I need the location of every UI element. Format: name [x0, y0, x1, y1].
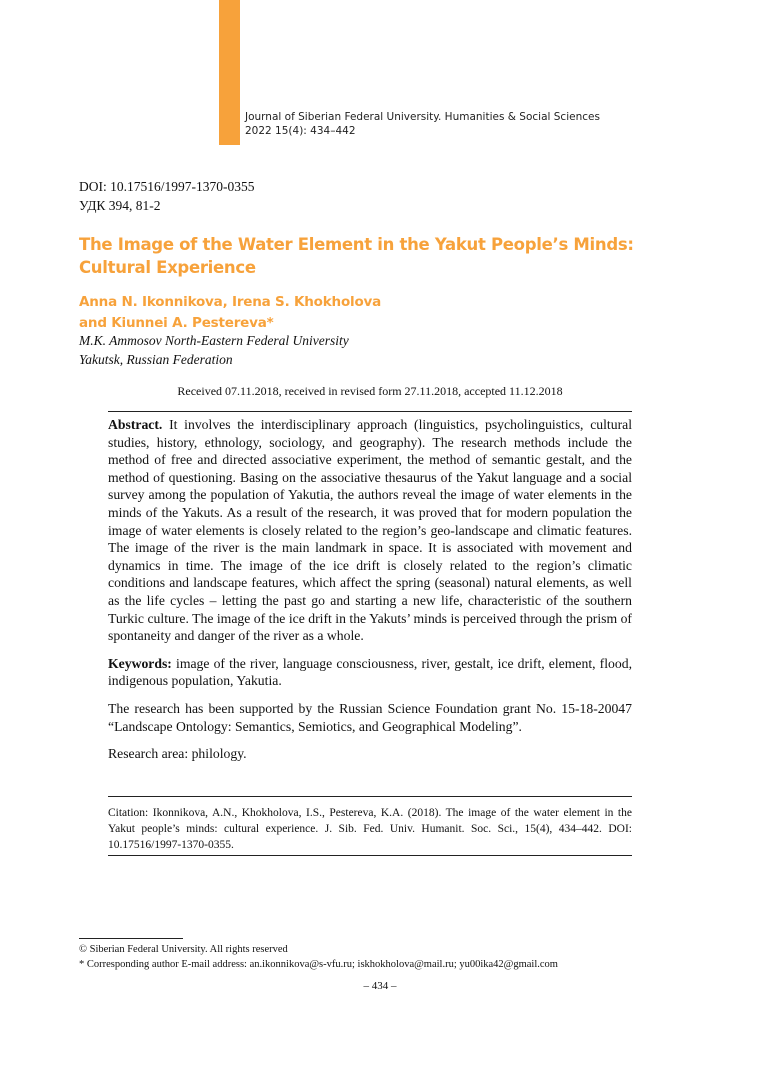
- doi-line: DOI: 10.17516/1997-1370-0355: [79, 179, 255, 194]
- author-list: [79, 292, 381, 334]
- journal-issue: 2022 15(4): 434–442: [245, 125, 356, 137]
- received-dates: Received 07.11.2018, received in revised form 27.11.2018, accepted 11.12.2018: [177, 384, 563, 398]
- journal-name: Journal of Siberian Federal University. Humanities & Social Sciences: [245, 111, 600, 123]
- footnote-divider: [79, 938, 183, 939]
- abstract-paragraph: [108, 416, 632, 645]
- keywords-text: image of the river, language consciousness, river, gestalt, ice drift, element, flood, indigenous population, Yakutia.: [108, 655, 632, 689]
- journal-header: [245, 110, 600, 138]
- authors-line: Anna N. Ikonnikova, Irena S. Khokholova: [79, 294, 382, 310]
- authors-line: and Kiunnei A. Pestereva*: [79, 315, 274, 331]
- title-line: The Image of the Water Element in the Yakut People’s Minds:: [79, 235, 634, 254]
- affiliation-line: M.K. Ammosov North-Eastern Federal University: [79, 333, 349, 348]
- affiliation: [79, 331, 349, 369]
- corresponding-author-note: * Corresponding author E-mail address: an.ikonnikova@s-vfu.ru; iskhokholova@mail.ru; yu00ika42@gmail.com: [79, 959, 558, 970]
- title-line: Cultural Experience: [79, 258, 256, 277]
- article-identifiers: [79, 177, 255, 215]
- abstract-label: Abstract.: [108, 417, 163, 432]
- udk-line: УДК 394, 81-2: [79, 198, 161, 213]
- funding-note: The research has been supported by the Russian Science Foundation grant No. 15-18-20047 “Landscape Ontology: Semantics, Semiotics, and Geographical Modeling”.: [108, 700, 632, 734]
- abstract-section: [108, 416, 632, 773]
- keywords-label: Keywords:: [108, 655, 172, 671]
- abstract-text: It involves the interdisciplinary approach (linguistics, psycholinguistics, cultural studies, history, ethnology, sociology, and geography). The research methods include the method of free and directed associative experiment, the method of semantic gestalt, and the method of questioning. Basing on the associative thesaurus of the Yakut language and a social survey among the population of Yakutia, the authors reveal the image of water elements in the minds of the Yakuts. As a result of the research, it was proved that for modern population the image of water elements is closely related to the region’s geo-landscape and climatic features. The image of the river is the main landmark in space. It is associated with movement and dynamics in time. The image of the ice drift is closely related to the region’s climatic conditions and landscape features, which affect the spring (seasonal) natural elements, as well as the life cycles – letting the past go and starting a new life, characteristic of the southern Turkic culture. The image of the ice drift in the Yakuts’ minds is perceived through the prism of spontaneity and danger of the river as a whole.: [108, 417, 633, 644]
- article-title: [79, 233, 679, 279]
- copyright-note: © Siberian Federal University. All rights reserved: [79, 944, 288, 955]
- footnotes: [79, 942, 558, 972]
- keywords-paragraph: [108, 655, 632, 690]
- divider: [108, 411, 632, 412]
- header-accent-bar: [219, 0, 240, 145]
- page-number: – 434 –: [363, 980, 397, 992]
- citation: Citation: Ikonnikova, A.N., Khokholova, I.S., Pestereva, K.A. (2018). The image of the water element in the Yakut people’s minds: cultural experience. J. Sib. Fed. Univ. Humanit. Soc. Sci., 15(4), 434–442. DOI: 10.17516/1997-1370-0355.: [108, 807, 632, 851]
- divider: [108, 796, 632, 797]
- divider: [108, 855, 632, 856]
- affiliation-line: Yakutsk, Russian Federation: [79, 352, 233, 367]
- research-area: Research area: philology.: [108, 746, 247, 762]
